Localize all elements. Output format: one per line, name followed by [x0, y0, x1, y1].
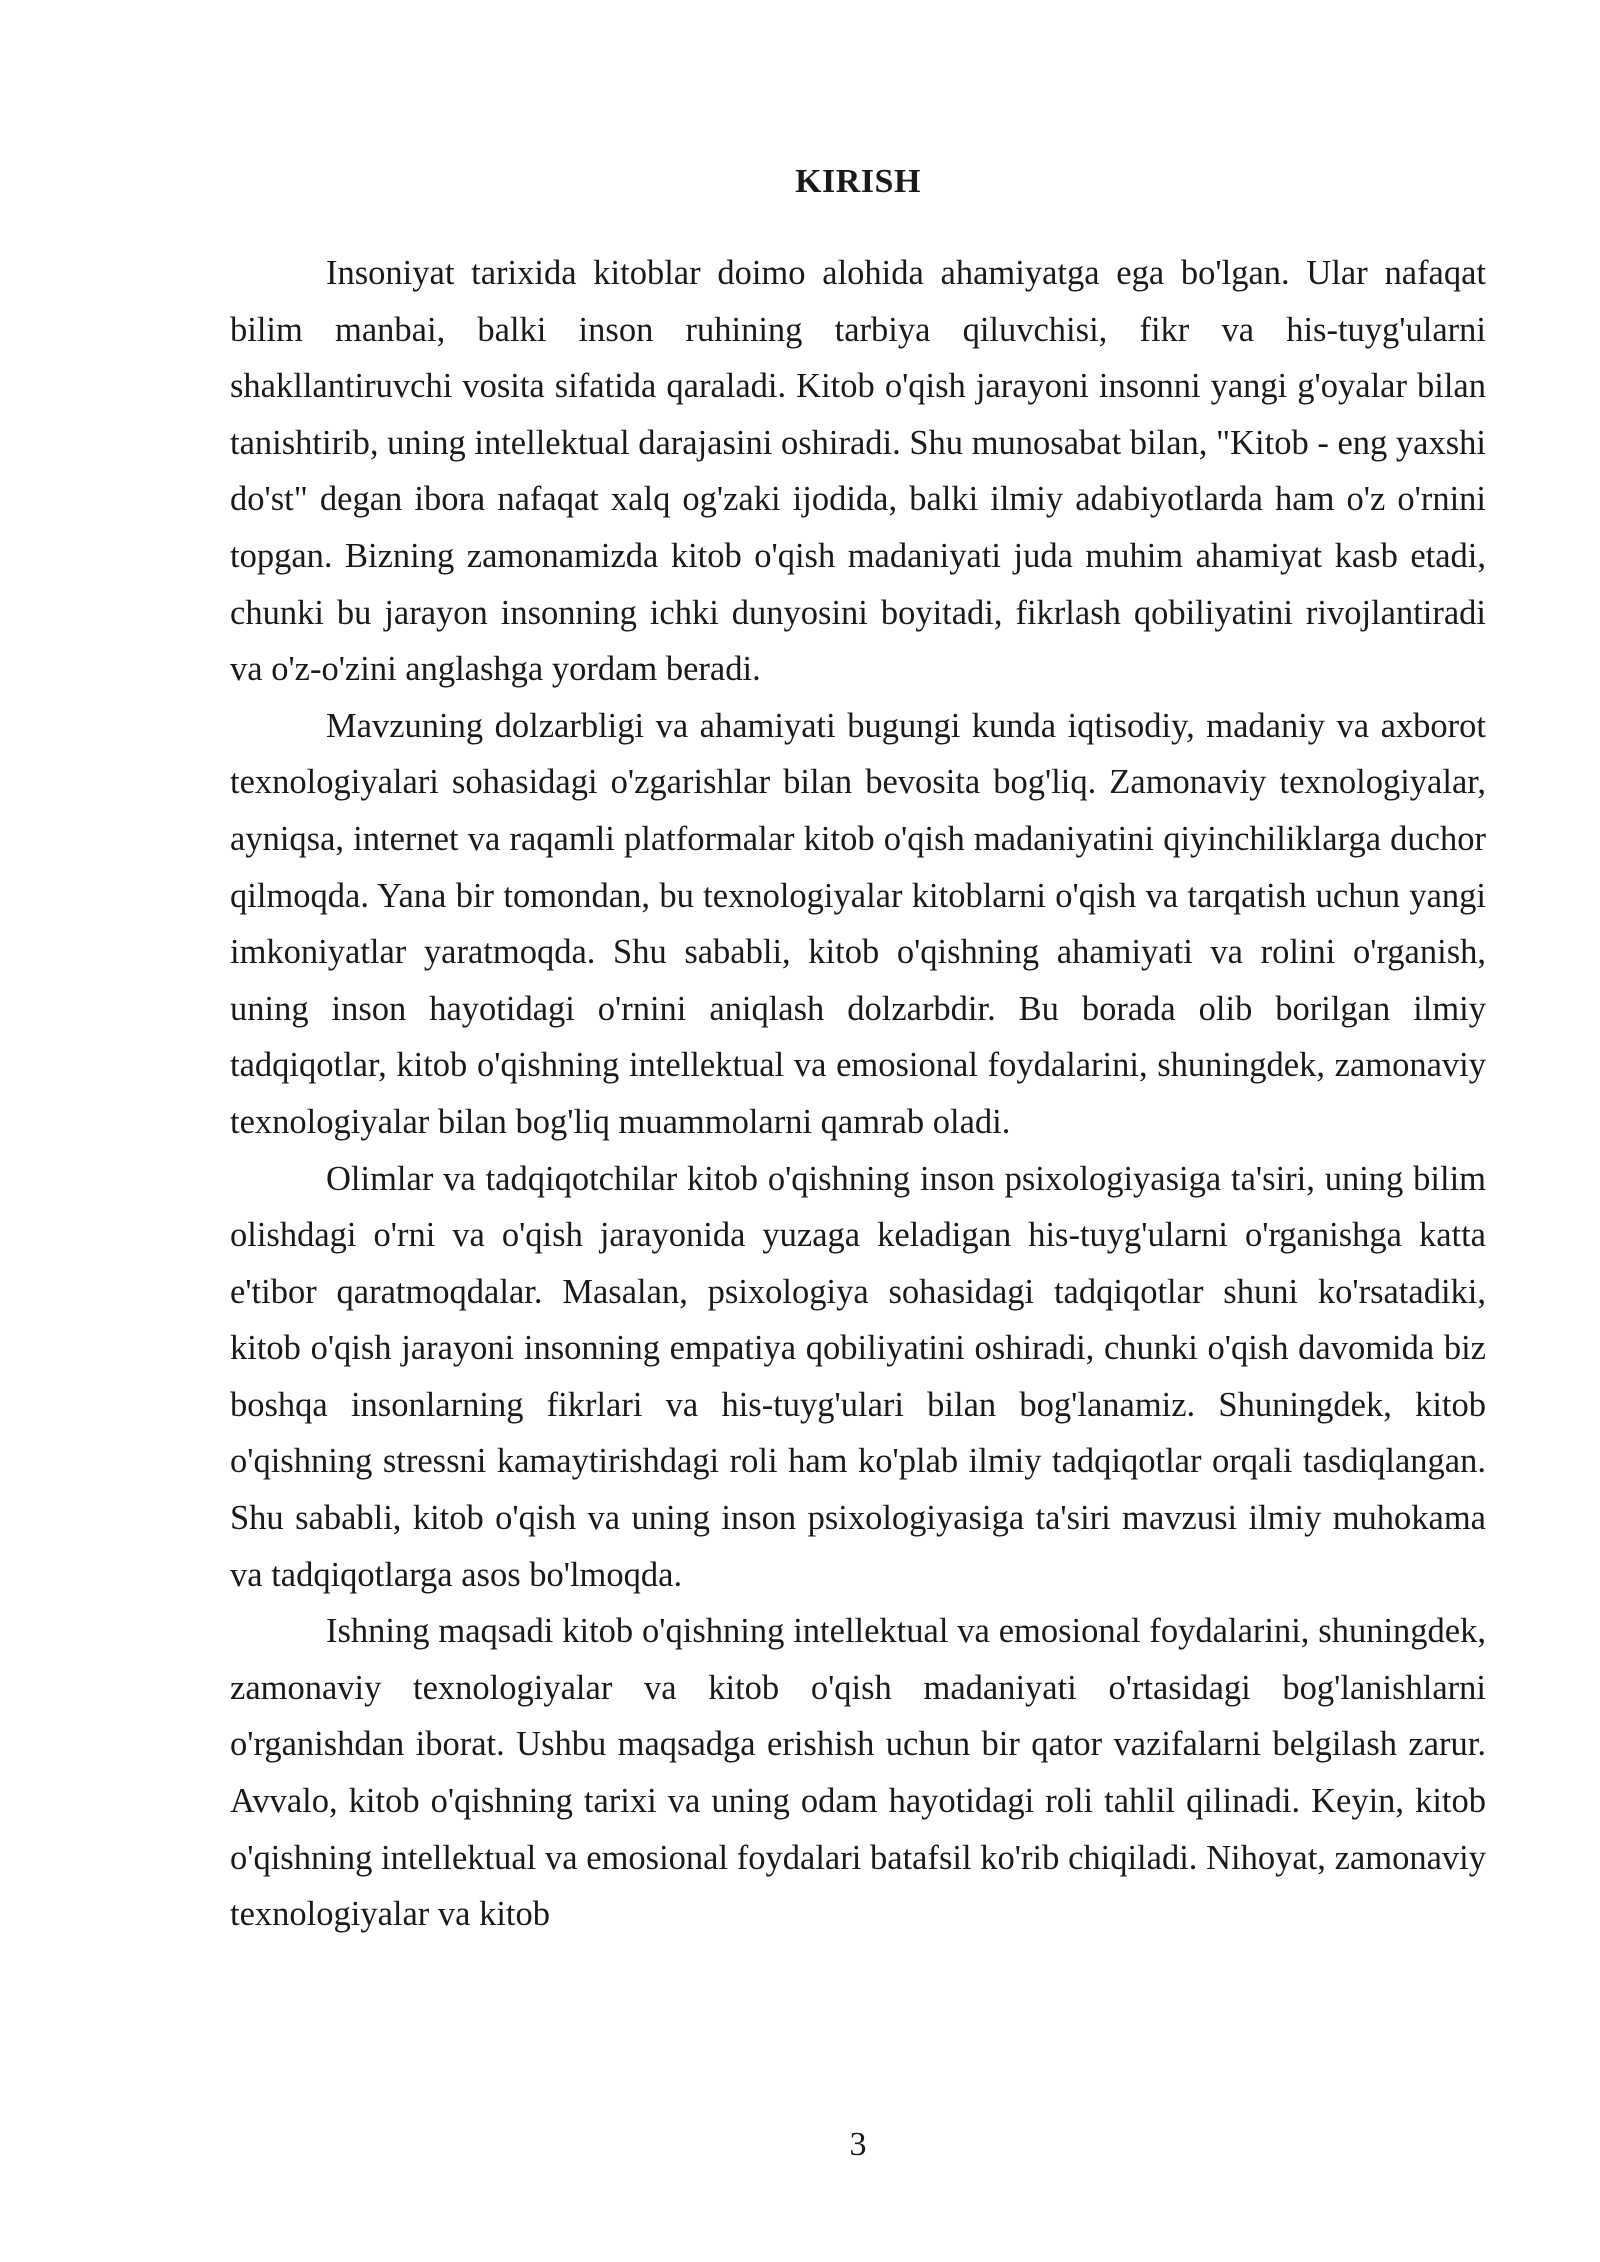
- section-title: KIRISH: [795, 163, 921, 200]
- paragraph-goal: Ishning maqsadi kitob o'qishning intellektual va emosional foydalarini, shuningdek, zamonaviy texnologiyalar va kitob o'qish madaniyati o'rtasidagi bog'lanishlarni o'rganishdan iborat. Ushbu maqsadga erishish uchun bir qator vazifalarni belgilash zarur. Avvalo, kitob o'qishning tarixi va uning odam hayotidagi roli tahlil qilinadi. Keyin, kitob o'qishning intellektual va emosional foydalari batafsil ko'rib chiqiladi. Nihoyat, zamonaviy texnologiyalar va kitob: [230, 1612, 1486, 1934]
- page-number: 3: [849, 2126, 867, 2163]
- body-text: [230, 245, 1486, 1943]
- paragraph-relevance: Mavzuning dolzarbligi va ahamiyati bugungi kunda iqtisodiy, madaniy va axborot texnologiyalari sohasidagi o'zgarishlar bilan bevosita bog'liq. Zamonaviy texnologiyalar, ayniqsa, internet va raqamli platformalar kitob o'qish madaniyatini qiyinchiliklarga duchor qilmoqda. Yana bir tomondan, bu texnologiyalar kitoblarni o'qish va tarqatish uchun yangi imkoniyatlar yaratmoqda. Shu sababli, kitob o'qishning ahamiyati va rolini o'rganish, uning inson hayotidagi o'rnini aniqlash dolzarbdir. Bu borada olib borilgan ilmiy tadqiqotlar, kitob o'qishning intellektual va emosional foydalarini, shuningdek, zamonaviy texnologiyalar bilan bog'liq muammolarni qamrab oladi.: [230, 706, 1486, 1141]
- paragraph-intro: Insoniyat tarixida kitoblar doimo alohida ahamiyatga ega bo'lgan. Ular nafaqat bilim manbai, balki inson ruhining tarbiya qiluvchisi, fikr va his-tuyg'ularni shakllantiruvchi vosita sifatida qaraladi. Kitob o'qish jarayoni insonni yangi g'oyalar bilan tanishtirib, uning intellektual darajasini oshiradi. Shu munosabat bilan, "Kitob - eng yaxshi do'st" degan ibora nafaqat xalq og'zaki ijodida, balki ilmiy adabiyotlarda ham o'z o'rnini topgan. Bizning zamonamizda kitob o'qish madaniyati juda muhim ahamiyat kasb etadi, chunki bu jarayon insonning ichki dunyosini boyitadi, fikrlash qobiliyatini rivojlantiradi va o'z-o'zini anglashga yordam beradi.: [230, 254, 1486, 689]
- paragraph-research: Olimlar va tadqiqotchilar kitob o'qishning inson psixologiyasiga ta'siri, uning bilim olishdagi o'rni va o'qish jarayonida yuzaga keladigan his-tuyg'ularni o'rganishga katta e'tibor qaratmoqdalar. Masalan, psixologiya sohasidagi tadqiqotlar shuni ko'rsatadiki, kitob o'qish jarayoni insonning empatiya qobiliyatini oshiradi, chunki o'qish davomida biz boshqa insonlarning fikrlari va his-tuyg'ulari bilan bog'lanamiz. Shuningdek, kitob o'qishning stressni kamaytirishdagi roli ham ko'plab ilmiy tadqiqotlar orqali tasdiqlangan. Shu sababli, kitob o'qish va uning inson psixologiyasiga ta'siri mavzusi ilmiy muhokama va tadqiqotlarga asos bo'lmoqda.: [230, 1159, 1486, 1594]
